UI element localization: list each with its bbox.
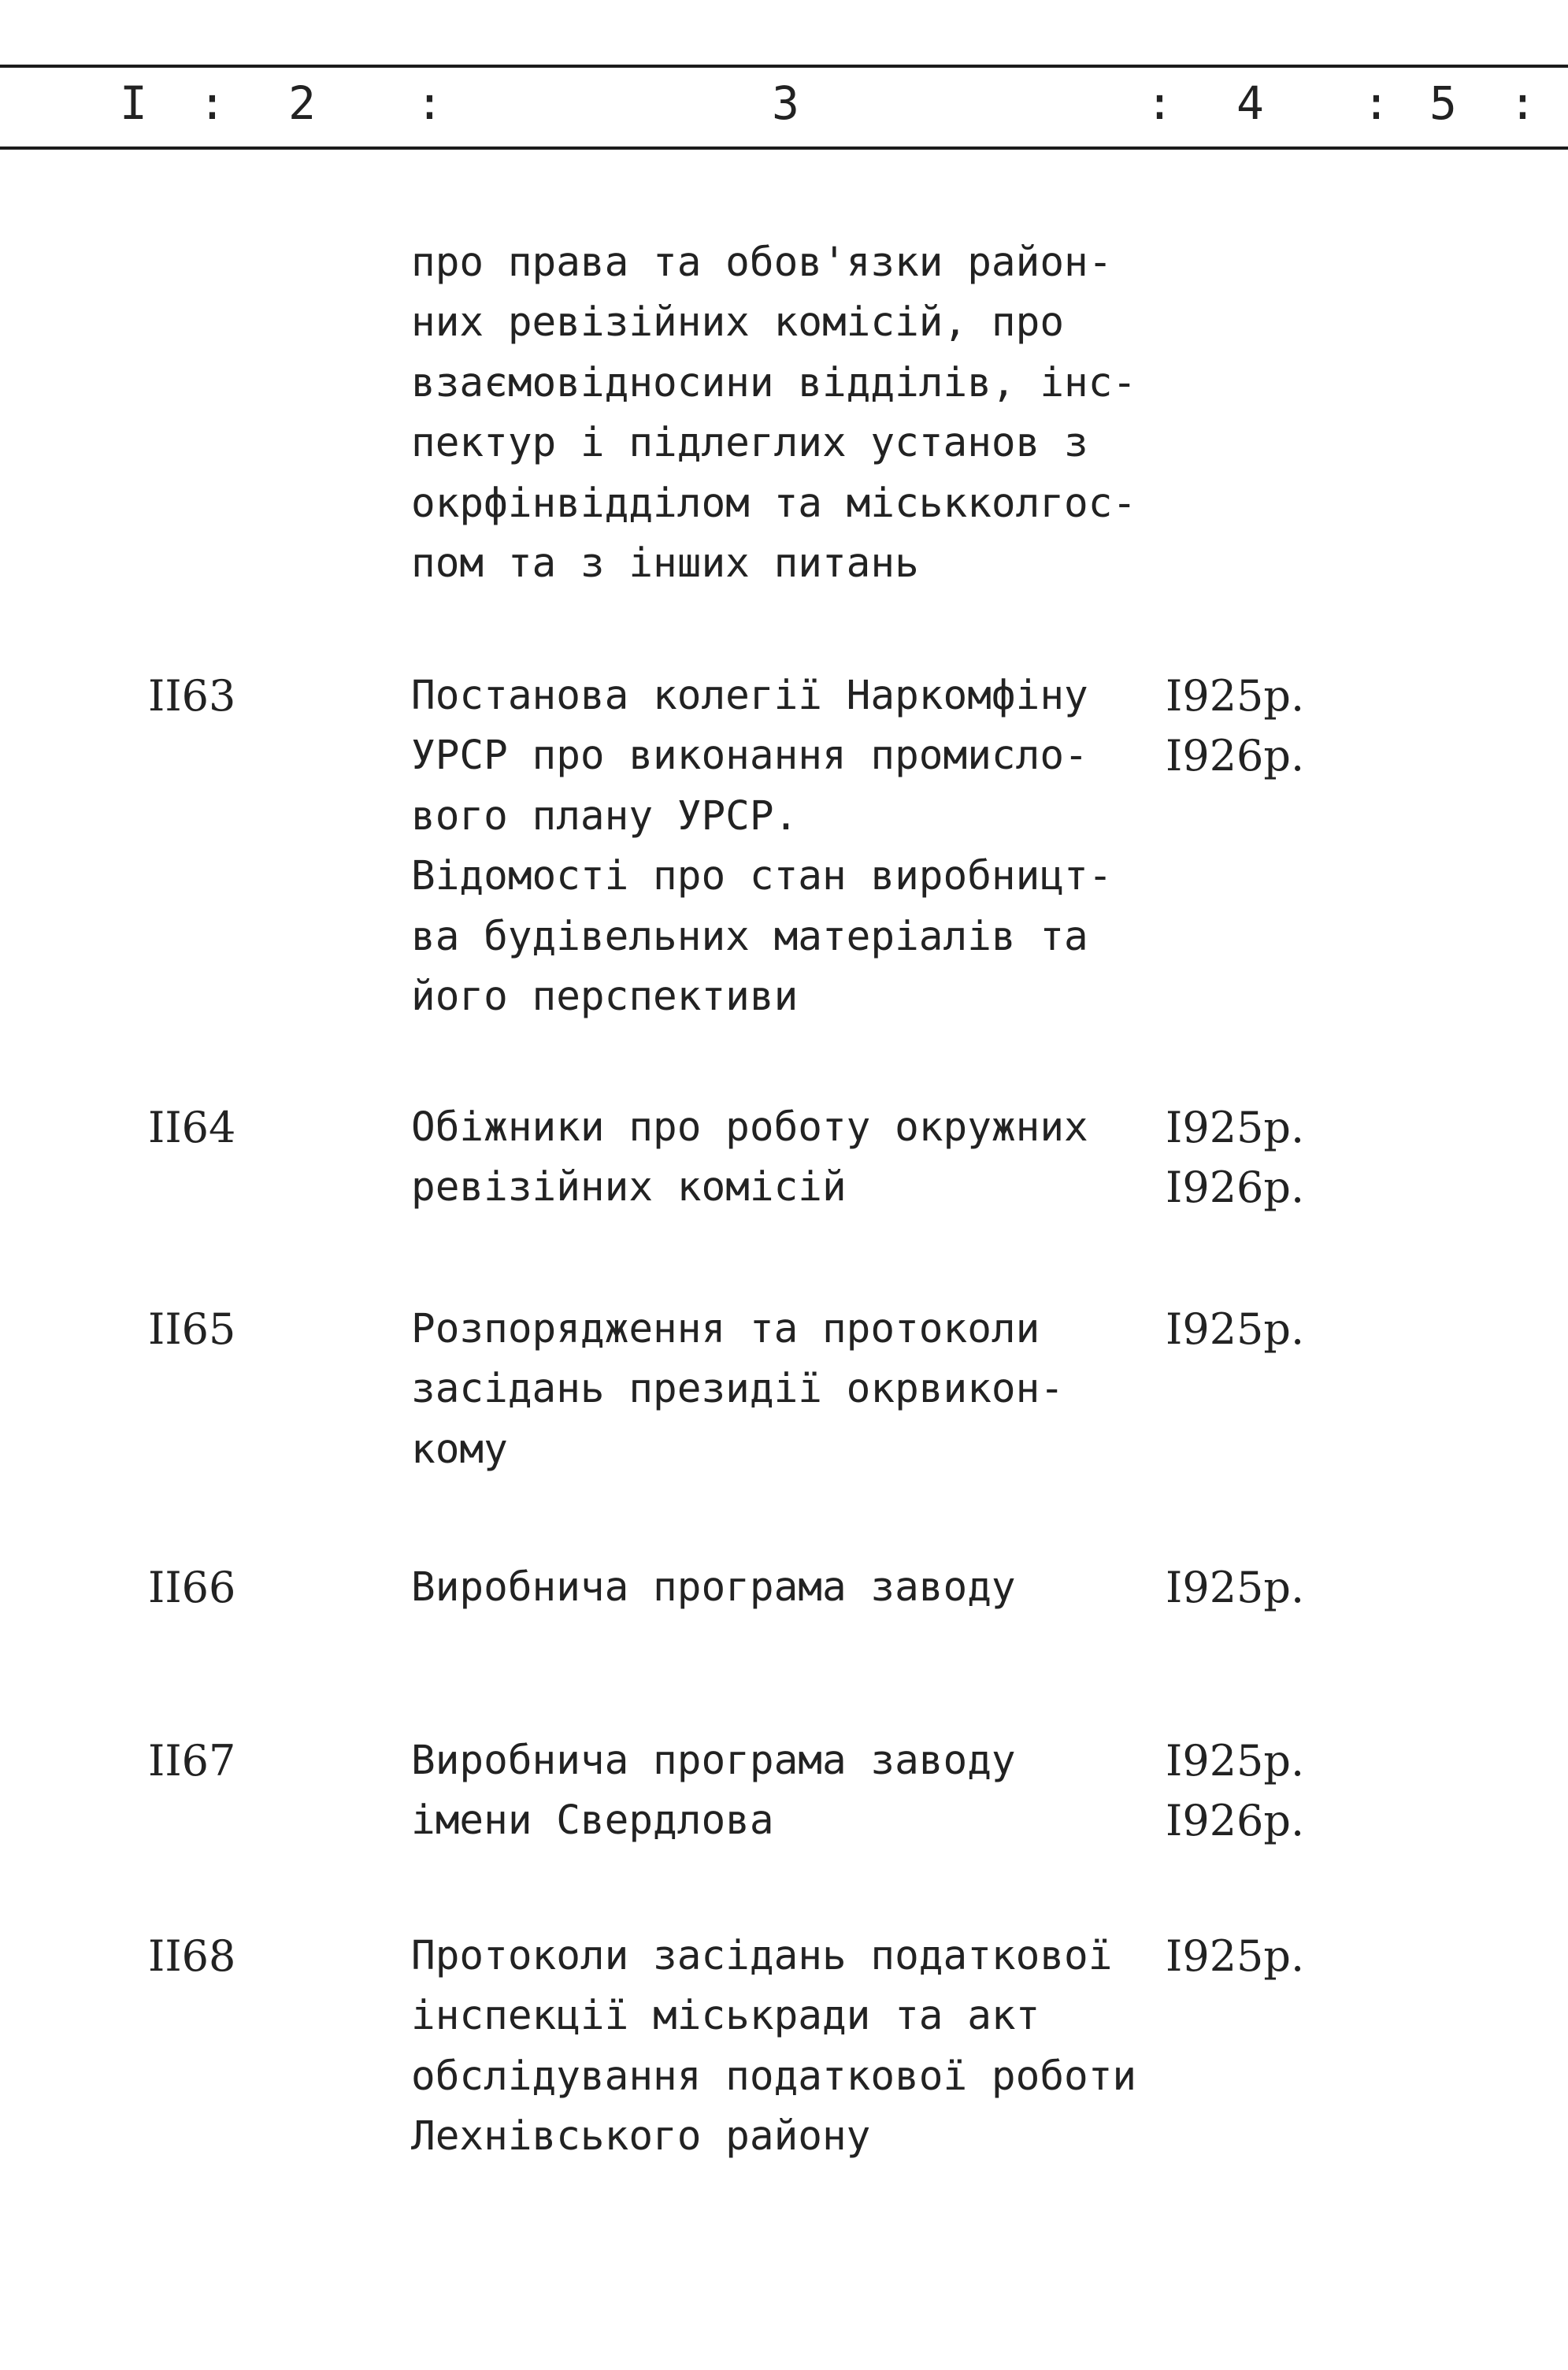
description-line: Відомості про стан виробницт- (411, 853, 1113, 900)
description-line: ва будівельних матеріалів та (411, 913, 1088, 960)
description-line: Розпорядження та протоколи (411, 1306, 1040, 1352)
description-line: Постанова колегії Наркомфіну (411, 673, 1088, 719)
entry-number: II68 (148, 1931, 236, 1981)
entry-year: I926р. (1166, 1796, 1305, 1846)
column-header-5: 5 (1429, 76, 1457, 130)
entry-number: II66 (148, 1563, 236, 1612)
entry-description (411, 1098, 1167, 1218)
description-line: пектур і підлеглих установ з (411, 420, 1088, 467)
entry-year: I926р. (1166, 1163, 1305, 1213)
description-line: Виробнича програма заводу (411, 1738, 1016, 1784)
entry-number: II64 (148, 1103, 236, 1152)
description-line: окрфінвідділом та міськколгос- (411, 480, 1137, 527)
description-line: взаємовідносини відділів, інс- (411, 359, 1137, 406)
column-separator: : (1362, 76, 1390, 130)
entry-dates (1166, 666, 1304, 787)
entry-number: II63 (148, 671, 236, 721)
entry-dates (1166, 1927, 1304, 1986)
entry-description (411, 1927, 1167, 2168)
column-header-3: 3 (772, 76, 799, 130)
entry-number: II65 (148, 1304, 236, 1354)
description-line: інспекції міськради та акт (411, 1993, 1040, 2040)
entry-description (411, 1558, 1167, 1618)
entry-number: II67 (148, 1736, 236, 1786)
entry-dates (1166, 1558, 1304, 1618)
column-header-2: 2 (288, 76, 316, 130)
column-separator: : (1509, 76, 1536, 130)
entry-year: I926р. (1166, 731, 1305, 781)
entry-year: I925р. (1166, 1931, 1305, 1981)
column-separator: : (1146, 76, 1173, 130)
description-line: пом та з інших питань (411, 540, 919, 588)
description-line: засідань президії окрвикон- (411, 1366, 1065, 1413)
description-line: про права та обов'язки район- (411, 239, 1113, 286)
entry-year: I925р. (1166, 1103, 1305, 1152)
header-top-rule (0, 65, 1568, 68)
description-line: ревізійних комісій (411, 1164, 847, 1211)
entry-year: I925р. (1166, 1563, 1305, 1612)
description-line: Обіжники про роботу окружних (411, 1104, 1088, 1151)
header-bottom-rule (0, 147, 1568, 150)
entry-year: I925р. (1166, 1304, 1305, 1354)
description-line: його перспективи (411, 974, 799, 1021)
description-line: обслідування податкової роботи (411, 2053, 1137, 2100)
entry-dates (1166, 1098, 1304, 1218)
entry-description (411, 1731, 1167, 1852)
entry-year: I925р. (1166, 1736, 1305, 1786)
column-header-4: 4 (1236, 76, 1264, 130)
description-line: УРСР про виконання промисло- (411, 733, 1088, 780)
column-separator: : (416, 76, 443, 130)
entry-dates (1166, 1300, 1304, 1359)
column-header-1: I (120, 76, 147, 130)
description-line: кому (411, 1426, 508, 1473)
description-line: імени Свердлова (411, 1797, 774, 1845)
entry-description (411, 233, 1167, 594)
entry-description (411, 666, 1167, 1027)
column-separator: : (198, 76, 226, 130)
description-line: них ревізійних комісій, про (411, 299, 1065, 347)
entry-description (411, 1300, 1167, 1480)
description-line: Виробнича програма заводу (411, 1564, 1016, 1611)
entry-year: I925р. (1166, 671, 1305, 721)
description-line: Протоколи засідань податкової (411, 1933, 1113, 1979)
description-line: Лехнівського району (411, 2113, 871, 2160)
entry-dates (1166, 1731, 1304, 1852)
description-line: вого плану УРСР. (411, 792, 799, 840)
